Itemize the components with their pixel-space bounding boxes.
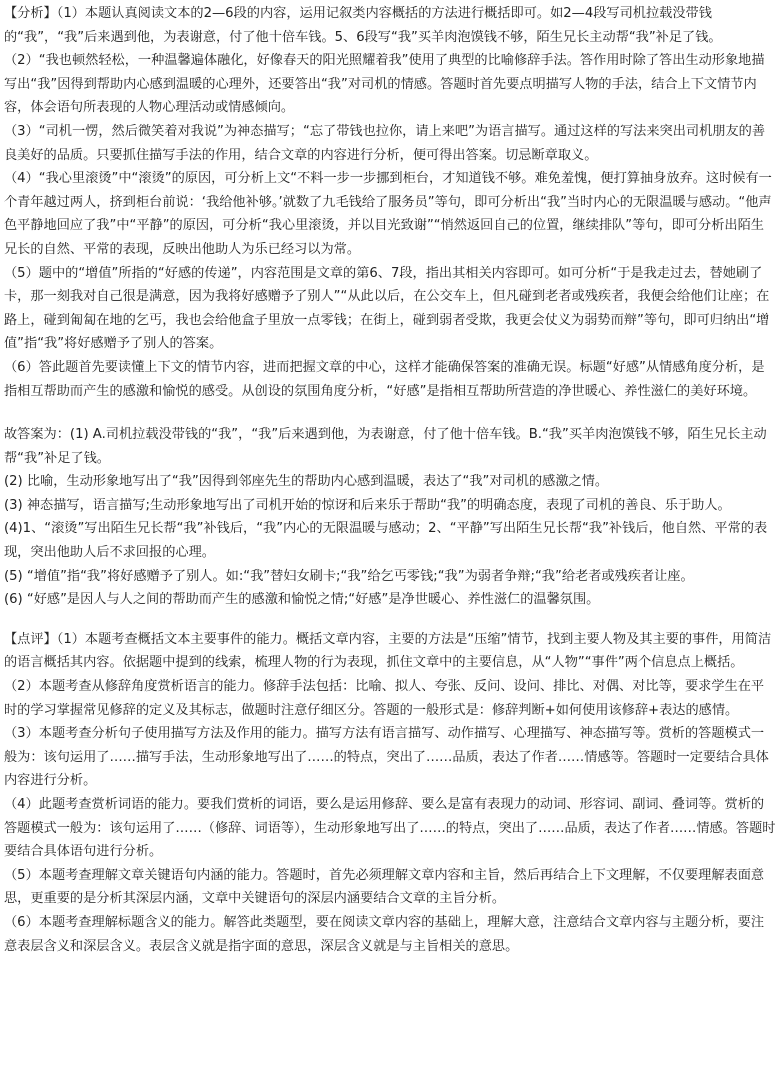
answer-paragraph-5: (5) “增值”指“我”将好感赠予了别人。如:“我”替妇女刷卡;“我”给乞丐零钱;“我”为弱者争辩;“我”给老者或残疾者让座。 (4, 568, 694, 584)
answer-paragraph-1: 故答案为：(1) A.司机拉载没带钱的“我”，“我”后来遇到他，为表谢意，付了他十倍车钱。B.“我”买羊肉泡馍钱不够，陌生兄长主动帮“我”补足了钱。 (4, 427, 767, 466)
section-gap (4, 403, 776, 423)
comment-paragraph-2: （2）本题考查从修辞角度赏析语言的能力。修辞手法包括：比喻、拟人、夸张、反问、设问、排比、对偶、对比等，要求学生在平时的学习掌握常见修辞的定义及其标志，做题时注意仔细区分。答题的一般形式是：修辞判断+如何使用该修辞+表达的感情。 (4, 679, 765, 718)
analysis-paragraph-6: （6）答此题首先要读懂上下文的情节内容，进而把握文章的中心，这样才能确保答案的准确无误。标题“好感”从情感角度分析，是指相互帮助而产生的感激和愉悦的感受。从创设的氛围角度分析，“好感”是指相互帮助所营造的净世暖心、养性滋仁的美好环境。 (4, 359, 765, 399)
analysis-paragraph-4: （4）“我心里滚烫”中“滚烫”的原因，可分析上文“不料一步一步挪到柜台，才知道钱不够。难免羞愧，便打算抽身放弃。这时候有一个青年越过两人，挤到柜台前说：‘我给他补够。’就数了九毛钱给了服务员”等句，即可分析出“我”当时内心的无限温暖与感动。“他声色平静地回应了我”中“平静”的原因，可分析“我心里滚烫，并以目光致谢”“悄然返回自己的位置，继续排队”等句，即可分析出陌生兄长的自然、平常的表现，反映出他助人为乐已经习以为常。 (4, 171, 772, 257)
comment-paragraph-5: （5）本题考查理解文章关键语句内涵的能力。答题时，首先必须理解文章内容和主旨，然后再结合上下文理解，不仅要理解表面意思，更重要的是分析其深层内涵，文章中关键语句的深层内涵要结合文章的主旨分析。 (4, 867, 765, 907)
analysis-paragraph-5: （5）题中的“增值”所指的“好感的传递”，内容范围是文章的第6、7段，指出其相关内容即可。如可分析“于是我走过去，替她刷了卡，那一刻我对自己很是满意，因为我将好感赠予了别人”“从此以后，在公交车上，但凡碰到老者或残疾者，我便会给他们让座；在路上，碰到匍匐在地的乞丐，我也会给他盒子里放一点零钱；在街上，碰到弱者受欺，我更会仗义为弱势而辩”等句，即可归纳出“增值”指“我”将好感赠予了别人的答案。 (4, 265, 770, 352)
comment-paragraph-4: （4）此题考查赏析词语的能力。要我们赏析的词语，要么是运用修辞、要么是富有表现力的动词、形容词、副词、叠词等。赏析的答题模式一般为：该句运用了……（修辞、词语等），生动形象地写出了……的特点，突出了……品质，表达了作者……情感。答题时要结合具体语句进行分析。 (4, 797, 776, 860)
answer-paragraph-4: (4)1、“滚烫”写出陌生兄长帮“我”补钱后，“我”内心的无限温暖与感动；2、“平静”写出陌生兄长帮“我”补钱后，他自然、平常的表现，突出他助人后不求回报的心理。 (4, 521, 768, 561)
answer-paragraph-3: (3) 神态描写，语言描写;生动形象地写出了司机开始的惊讶和后来乐于帮助“我”的明确态度，表现了司机的善良、乐于助人。 (4, 497, 731, 513)
comment-paragraph-1: 【点评】（1）本题考查概括文本主要事件的能力。概括文章内容，主要的方法是“压缩”情节，找到主要人物及其主要的事件，用简洁的语言概括其内容。依据题中提到的线索，梳理人物的行为表现，抓住文章中的主要信息，从“人物”“事件”两个信息点上概括。 (4, 631, 772, 671)
analysis-paragraph-2: （2）“我也顿然轻松，一种温馨遍体融化，好像春天的阳光照耀着我”使用了典型的比喻修辞手法。答作用时除了答出生动形象地描写出“我”因得到帮助内心感到温暖的心理外，还要答出“我”对司机的情感。答题时首先要点明描写人物的手法，结合上下文情节内容，体会语句所表现的人物心理活动或情感倾向。 (4, 53, 765, 116)
comment-paragraph-6: （6）本题考查理解标题含义的能力。解答此类题型，要在阅读文章内容的基础上，理解大意，注意结合文章内容与主题分析，要注意表层含义和深层含义。表层含义就是指字面的意思，深层含义就是与主旨相关的意思。 (4, 914, 765, 954)
comment-paragraph-3: （3）本题考查分析句子使用描写方法及作用的能力。描写方法有语言描写、动作描写、心理描写、神态描写等。赏析的答题模式一般为：该句运用了……描写手法，生动形象地写出了……的特点，突出了……品质，表达了作者……情感等。答题时一定要结合具体内容进行分析。 (4, 726, 769, 789)
analysis-paragraph-3: （3）“司机一愣，然后微笑着对我说”为神态描写；“忘了带钱也拉你，请上来吧”为语言描写。通过这样的写法来突出司机朋友的善良美好的品质。只要抓住描写手法的作用，结合文章的内容进行分析，便可得出答案。切忌断章取义。 (4, 123, 766, 163)
answer-paragraph-2: (2) 比喻，生动形象地写出了“我”因得到邻座先生的帮助内心感到温暖，表达了“我”对司机的感激之情。 (4, 474, 609, 490)
analysis-paragraph-1: 【分析】（1）本题认真阅读文本的2—6段的内容，运用记叙类内容概括的方法进行概括即可。如2—4段写司机拉载没带钱的“我”，“我”后来遇到他，为表谢意，付了他十倍车钱。5、6段写“我”买羊肉泡馍钱不够，陌生兄长主动帮“我”补足了钱。 (4, 6, 722, 45)
analysis-section (4, 2, 776, 403)
section-gap (4, 612, 776, 628)
comment-section (4, 628, 776, 958)
answer-paragraph-6: (6) “好感”是因人与人之间的帮助而产生的感激和愉悦之情;“好感”是净世暖心、养性滋仁的温馨氛围。 (4, 592, 600, 608)
answer-section (4, 423, 776, 612)
